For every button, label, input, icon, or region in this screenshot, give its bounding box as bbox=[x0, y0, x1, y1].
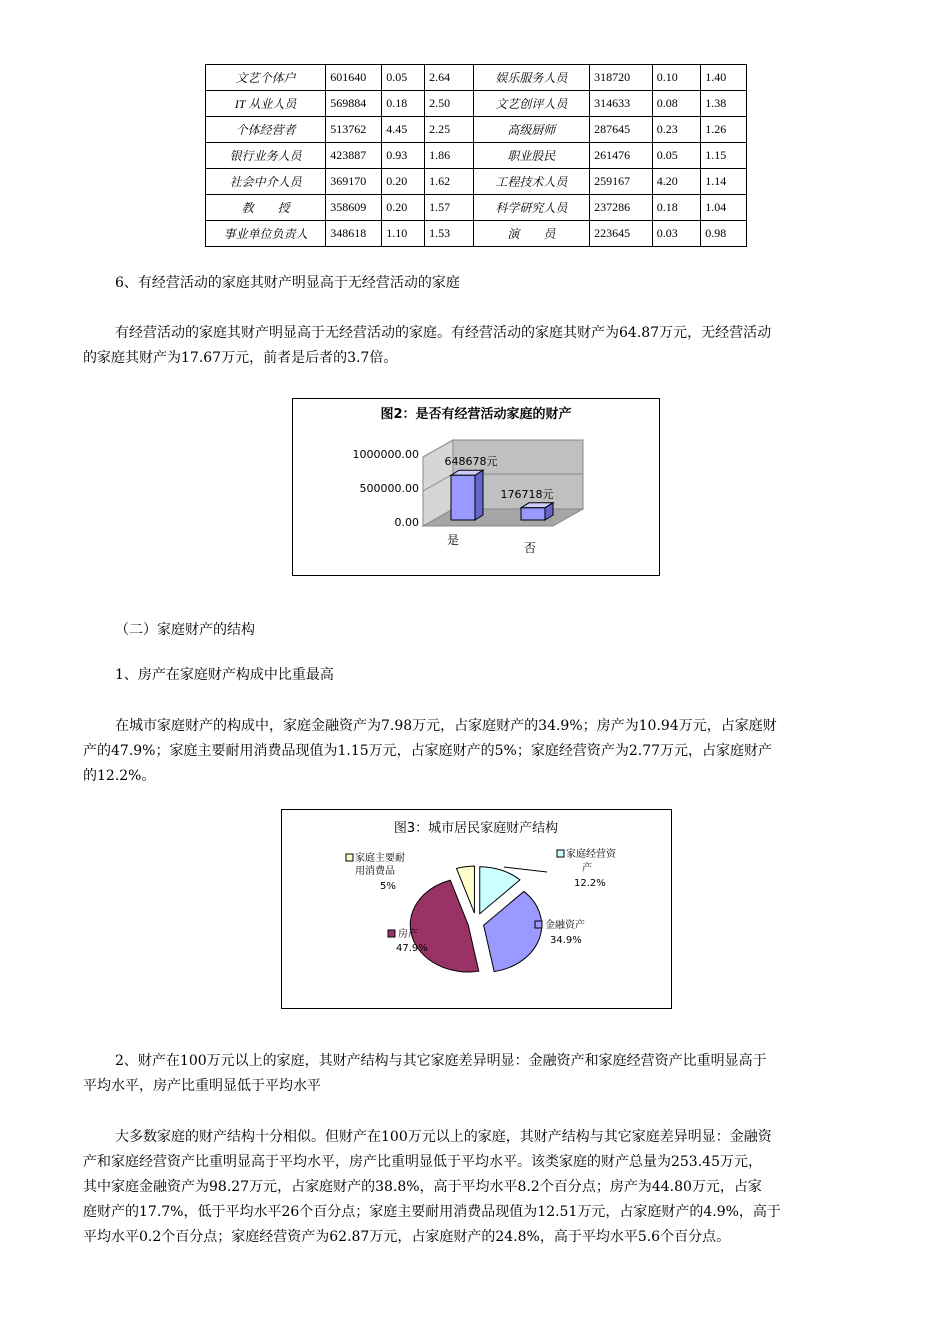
table-cell-value: 423887 bbox=[326, 143, 382, 169]
table-cell-occupation: 职业股民 bbox=[473, 143, 589, 169]
table-cell-value: 318720 bbox=[590, 65, 653, 91]
table-cell-value: 369170 bbox=[326, 169, 382, 195]
table-row bbox=[206, 169, 747, 195]
table-cell-value: 0.20 bbox=[382, 195, 425, 221]
chart2-xtick-no: 否 bbox=[523, 541, 537, 555]
table-cell-value: 1.57 bbox=[425, 195, 473, 221]
paragraph-2-line2: 产的47.9%；家庭主要耐用消费品现值为1.15万元，占家庭财产的5%；家庭经营资产为2.77万元，占家庭财产 bbox=[83, 743, 773, 759]
table-row bbox=[206, 91, 747, 117]
table-cell-occupation: 社会中介人员 bbox=[206, 169, 326, 195]
table-row bbox=[206, 117, 747, 143]
legend-key-financial bbox=[535, 921, 542, 928]
table-cell-value: 1.15 bbox=[701, 143, 747, 169]
table-cell-value: 2.50 bbox=[425, 91, 473, 117]
table-cell-occupation: 文艺个体户 bbox=[206, 65, 326, 91]
label-housing: 房产 bbox=[398, 929, 418, 940]
table-cell-value: 1.04 bbox=[701, 195, 747, 221]
label-financial: 金融资产 bbox=[545, 920, 585, 931]
table-cell-value: 0.05 bbox=[382, 65, 425, 91]
table-row bbox=[206, 221, 747, 247]
table-cell-value: 348618 bbox=[326, 221, 382, 247]
table-cell-value: 314633 bbox=[590, 91, 653, 117]
table-cell-value: 259167 bbox=[590, 169, 653, 195]
paragraph-3-line5: 平均水平0.2个百分点；家庭经营资产为62.87万元，占家庭财产的24.8%，高于平均水平5.6个百分点。 bbox=[83, 1229, 731, 1245]
table-cell-value: 1.62 bbox=[425, 169, 473, 195]
paragraph-2-line1: 在城市家庭财产的构成中，家庭金融资产为7.98万元，占家庭财产的34.9%；房产为10.94万元，占家庭财 bbox=[115, 718, 777, 734]
table-cell-value: 2.64 bbox=[425, 65, 473, 91]
table-cell-occupation: 演 员 bbox=[473, 221, 589, 247]
paragraph-1-line2: 的家庭其财产为17.67万元，前者是后者的3.7倍。 bbox=[83, 350, 398, 366]
heading-1: 1、房产在家庭财产构成中比重最高 bbox=[115, 667, 334, 683]
table-cell-occupation: 高级厨师 bbox=[473, 117, 589, 143]
table-cell-occupation: 事业单位负责人 bbox=[206, 221, 326, 247]
table-cell-occupation: 娱乐服务人员 bbox=[473, 65, 589, 91]
table-row bbox=[206, 143, 747, 169]
table-cell-value: 0.05 bbox=[652, 143, 700, 169]
paragraph-3-line3: 其中家庭金融资产为98.27万元，占家庭财产的38.8%，高于平均水平8.2个百分点；房产为44.80万元，占家 bbox=[83, 1179, 762, 1195]
paragraph-1-line1: 有经营活动的家庭其财产明显高于无经营活动的家庭。有经营活动的家庭其财产为64.87万元，无经营活动 bbox=[115, 325, 772, 341]
table-cell-value: 1.86 bbox=[425, 143, 473, 169]
paragraph-3-line4: 庭财产的17.7%，低于平均水平26个百分点；家庭主要耐用消费品现值为12.51万元，占家庭财产的4.9%，高于 bbox=[83, 1204, 781, 1220]
heading-2-line1: 2、财产在100万元以上的家庭，其财产结构与其它家庭差异明显：金融资产和家庭经营资产比重明显高于 bbox=[115, 1053, 767, 1069]
table-cell-occupation: 个体经营者 bbox=[206, 117, 326, 143]
table-cell-value: 513762 bbox=[326, 117, 382, 143]
figure-3-pie-chart bbox=[281, 809, 672, 1009]
table-cell-value: 4.20 bbox=[652, 169, 700, 195]
table-cell-value: 2.25 bbox=[425, 117, 473, 143]
chart2-data-label: 648678元 bbox=[444, 455, 498, 469]
table-cell-value: 223645 bbox=[590, 221, 653, 247]
chart3-title: 图3：城市居民家庭财产结构 bbox=[393, 821, 559, 836]
table-cell-value: 0.20 bbox=[382, 169, 425, 195]
chart2-ytick: 500000.00 bbox=[359, 482, 419, 495]
chart2-xtick-yes: 是 bbox=[446, 533, 460, 547]
table-row bbox=[206, 195, 747, 221]
table-cell-value: 1.10 bbox=[382, 221, 425, 247]
table-cell-occupation: 工程技术人员 bbox=[473, 169, 589, 195]
chart2-data-label: 176718元 bbox=[500, 487, 554, 501]
table-row bbox=[206, 65, 747, 91]
chart2-ytick: 0.00 bbox=[394, 516, 419, 529]
label-financial-pct: 34.9% bbox=[550, 935, 582, 946]
paragraph-2-line3: 的12.2%。 bbox=[83, 768, 156, 784]
table-cell-occupation: 文艺创评人员 bbox=[473, 91, 589, 117]
paragraph-3-line1: 大多数家庭的财产结构十分相似。但财产在100万元以上的家庭，其财产结构与其它家庭差异明显：金融资 bbox=[115, 1129, 772, 1145]
table-cell-value: 287645 bbox=[590, 117, 653, 143]
heading-2-line2: 平均水平，房产比重明显低于平均水平 bbox=[83, 1078, 321, 1094]
chart2-title: 图2：是否有经营活动家庭的财产 bbox=[380, 407, 572, 422]
table-cell-value: 261476 bbox=[590, 143, 653, 169]
table-cell-value: 237286 bbox=[590, 195, 653, 221]
chart2-bar bbox=[451, 470, 483, 520]
label-business-pct: 12.2% bbox=[574, 878, 606, 889]
table-cell-value: 0.93 bbox=[382, 143, 425, 169]
legend-key-housing bbox=[388, 930, 395, 937]
label-housing-pct: 47.9% bbox=[396, 943, 428, 954]
table-cell-value: 1.26 bbox=[701, 117, 747, 143]
label-durables-line2: 用消费品 bbox=[355, 866, 395, 877]
figure-2-bar-chart bbox=[292, 398, 660, 576]
table-cell-occupation: 科学研究人员 bbox=[473, 195, 589, 221]
table-cell-occupation: IT 从业人员 bbox=[206, 91, 326, 117]
table-cell-occupation: 教 授 bbox=[206, 195, 326, 221]
chart2-ytick: 1000000.00 bbox=[352, 448, 419, 461]
table-cell-value: 1.53 bbox=[425, 221, 473, 247]
table-cell-value: 1.14 bbox=[701, 169, 747, 195]
table-cell-value: 0.08 bbox=[652, 91, 700, 117]
label-business-line2: 产 bbox=[582, 863, 592, 874]
table-cell-value: 569884 bbox=[326, 91, 382, 117]
legend-key-business bbox=[557, 850, 564, 857]
table-cell-value: 0.03 bbox=[652, 221, 700, 247]
legend-key-durables bbox=[346, 854, 353, 861]
table-cell-occupation: 银行业务人员 bbox=[206, 143, 326, 169]
table-cell-value: 0.18 bbox=[382, 91, 425, 117]
label-durables-pct: 5% bbox=[380, 881, 396, 892]
paragraph-3-line2: 产和家庭经营资产比重明显高于平均水平，房产比重明显低于平均水平。该类家庭的财产总量为253.45万元， bbox=[83, 1154, 762, 1170]
table-cell-value: 0.18 bbox=[652, 195, 700, 221]
label-durables-line1: 家庭主要耐 bbox=[355, 853, 405, 864]
table-cell-value: 0.23 bbox=[652, 117, 700, 143]
occupation-wealth-table bbox=[205, 64, 747, 247]
table-cell-value: 358609 bbox=[326, 195, 382, 221]
table-cell-value: 0.98 bbox=[701, 221, 747, 247]
label-business-line1: 家庭经营资 bbox=[566, 849, 616, 860]
leader-line-business bbox=[504, 867, 547, 872]
table-cell-value: 601640 bbox=[326, 65, 382, 91]
table-cell-value: 1.38 bbox=[701, 91, 747, 117]
table-cell-value: 0.10 bbox=[652, 65, 700, 91]
section-2-heading: （二）家庭财产的结构 bbox=[115, 622, 255, 638]
heading-6: 6、有经营活动的家庭其财产明显高于无经营活动的家庭 bbox=[115, 275, 460, 291]
chart2-bar bbox=[521, 503, 553, 520]
table-cell-value: 1.40 bbox=[701, 65, 747, 91]
table-cell-value: 4.45 bbox=[382, 117, 425, 143]
